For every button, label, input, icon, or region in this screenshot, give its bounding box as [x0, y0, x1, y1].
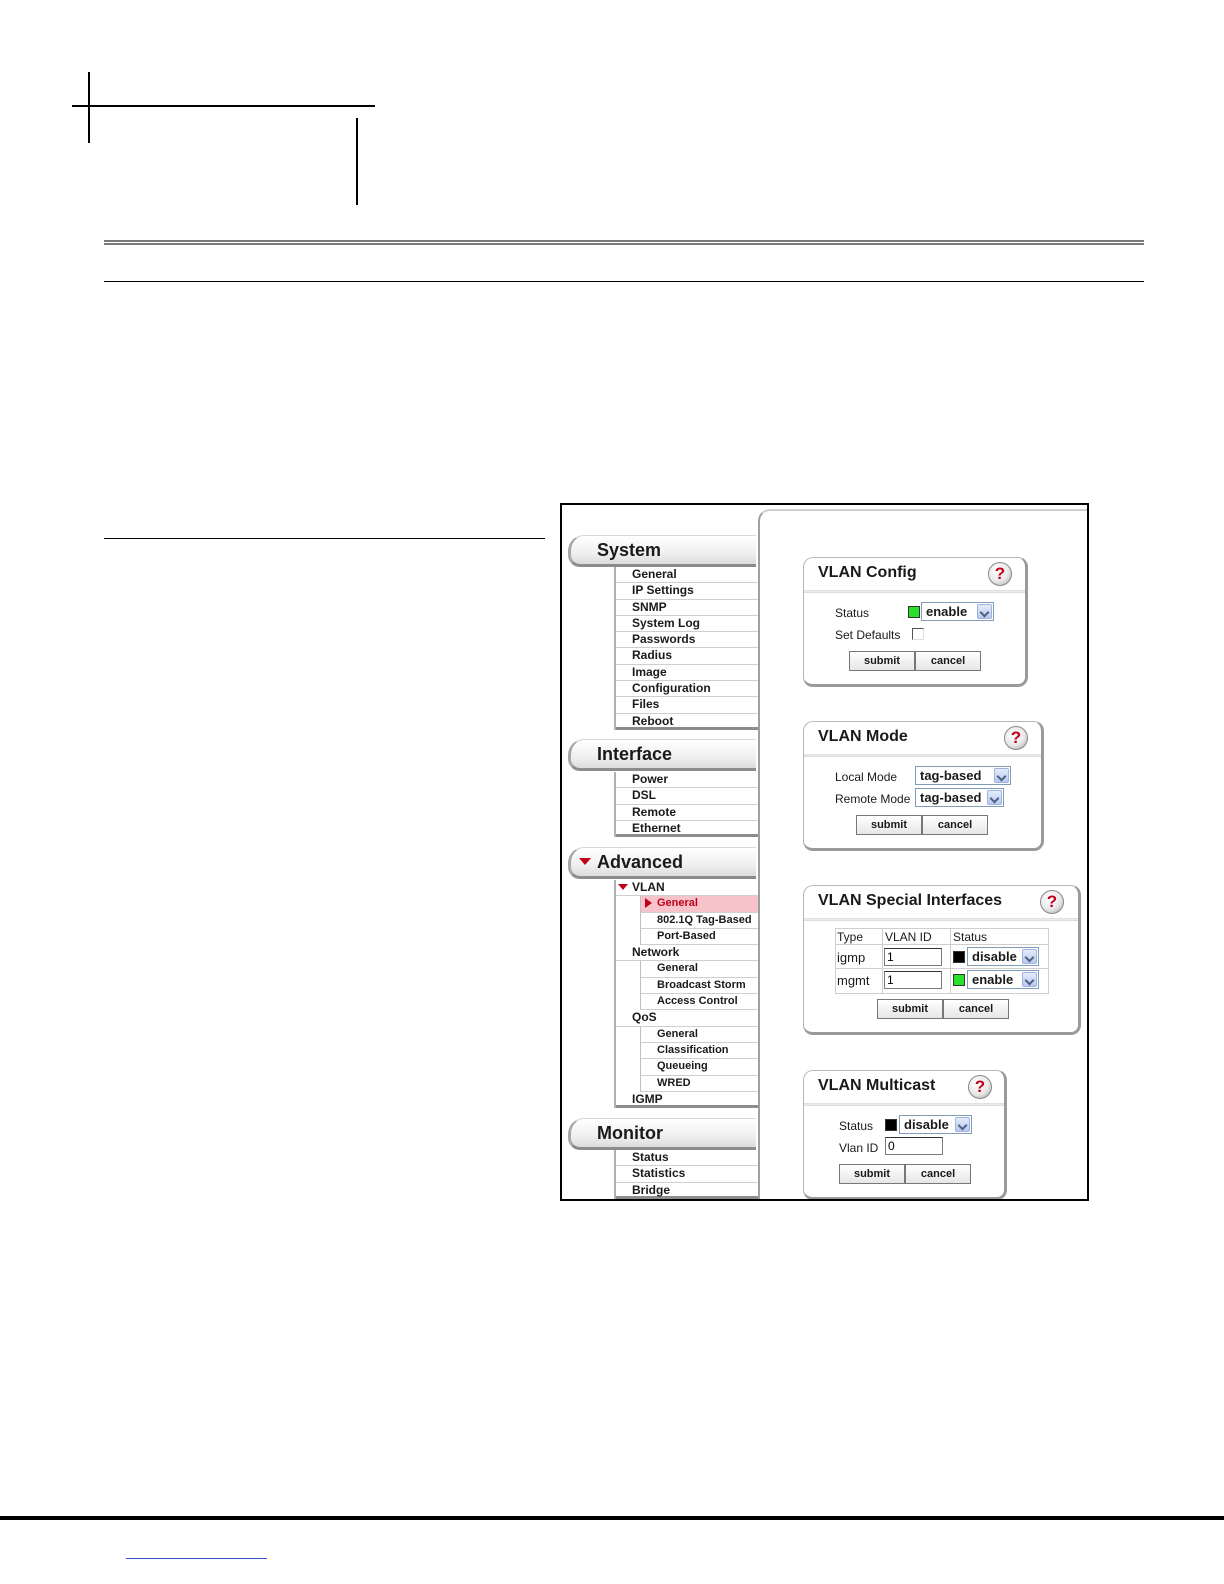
vlan-config-panel — [803, 557, 1028, 687]
nav-item-ethernet[interactable]: Ethernet — [616, 821, 758, 837]
nav-section-system[interactable]: System — [568, 535, 756, 567]
nav-item-queueing[interactable]: Queueing — [640, 1059, 758, 1075]
nav-item-general[interactable]: General — [616, 567, 758, 583]
vlan-mode-panel — [803, 721, 1044, 851]
cancel-button[interactable]: cancel — [905, 1164, 971, 1184]
vlan-id-label: Vlan ID — [839, 1141, 879, 1155]
nav-item-vlan-802-1q[interactable]: 802.1Q Tag-Based — [640, 913, 758, 929]
panel-divider — [804, 1103, 1004, 1106]
nav-item-network[interactable]: Network — [616, 945, 758, 961]
crop-mark-vertical — [88, 72, 90, 143]
panel-divider — [804, 590, 1025, 593]
nav-item-ip-settings[interactable]: IP Settings — [616, 583, 758, 599]
nav-item-configuration[interactable]: Configuration — [616, 681, 758, 697]
status-indicator — [885, 1119, 897, 1131]
mgmt-status-select[interactable] — [967, 970, 1039, 989]
footer-rule — [0, 1516, 1224, 1520]
status-label: Status — [835, 606, 870, 620]
status-select-value: enable — [926, 604, 968, 619]
nav-item-snmp[interactable]: SNMP — [616, 600, 758, 616]
nav-item-status[interactable]: Status — [616, 1150, 758, 1166]
chevron-down-icon — [987, 790, 1002, 805]
help-icon[interactable]: ? — [968, 1075, 992, 1099]
chevron-down-icon — [1022, 972, 1037, 987]
vlan-id-input[interactable]: 0 — [885, 1137, 943, 1155]
chevron-down-icon — [994, 768, 1009, 783]
header-double-rule — [104, 240, 1144, 245]
cancel-button[interactable]: cancel — [915, 651, 981, 671]
igmp-status-select[interactable] — [967, 947, 1039, 966]
nav-item-qos-general[interactable]: General — [640, 1027, 758, 1043]
nav-item-image[interactable]: Image — [616, 665, 758, 681]
column-header-type: Type — [837, 930, 864, 944]
nav-item-vlan-general-label: General — [657, 897, 698, 910]
cancel-button[interactable]: cancel — [922, 815, 988, 835]
mgmt-vlan-id-input[interactable]: 1 — [884, 971, 942, 989]
help-icon[interactable]: ? — [1004, 726, 1028, 750]
status-select[interactable] — [921, 602, 994, 621]
nav-item-files[interactable]: Files — [616, 697, 758, 713]
panel-divider — [804, 918, 1078, 921]
cancel-button[interactable]: cancel — [943, 999, 1009, 1019]
footer-link-underline — [126, 1558, 267, 1559]
nav-monitor-items — [614, 1150, 758, 1199]
nav-item-power[interactable]: Power — [616, 772, 758, 788]
nav-item-statistics[interactable]: Statistics — [616, 1166, 758, 1182]
igmp-vlan-id-input[interactable]: 1 — [884, 948, 942, 966]
status-indicator — [908, 606, 920, 618]
nav-item-dsl[interactable]: DSL — [616, 788, 758, 804]
status-select[interactable] — [899, 1115, 972, 1134]
chevron-down-icon — [955, 1117, 970, 1132]
panel-title: VLAN Multicast — [818, 1077, 936, 1094]
nav-item-classification[interactable]: Classification — [640, 1043, 758, 1059]
status-select-value: disable — [904, 1117, 949, 1132]
nav-item-remote[interactable]: Remote — [616, 805, 758, 821]
status-label: Status — [839, 1119, 874, 1133]
selected-arrow-icon — [645, 898, 652, 908]
nav-item-system-log[interactable]: System Log — [616, 616, 758, 632]
table-divider — [882, 928, 883, 994]
column-header-vlan-id: VLAN ID — [885, 930, 932, 944]
panel-title: VLAN Mode — [818, 728, 908, 745]
mgmt-status-value: enable — [972, 972, 1014, 987]
chevron-down-icon — [1022, 949, 1037, 964]
nav-item-bridge[interactable]: Bridge — [616, 1183, 758, 1199]
nav-advanced-items — [614, 880, 758, 1108]
nav-item-vlan-label: VLAN — [632, 880, 665, 894]
submit-button[interactable]: submit — [877, 999, 943, 1019]
submit-button[interactable]: submit — [856, 815, 922, 835]
row-type-igmp: igmp — [837, 950, 866, 965]
expanded-arrow-icon — [618, 884, 628, 890]
local-mode-select[interactable] — [915, 766, 1011, 785]
section-rule — [104, 538, 545, 539]
remote-mode-value: tag-based — [920, 790, 982, 805]
nav-item-igmp[interactable]: IGMP — [616, 1092, 758, 1108]
left-navigation — [562, 505, 760, 1199]
nav-item-vlan-general[interactable] — [640, 896, 758, 912]
help-icon[interactable]: ? — [1040, 890, 1064, 914]
chevron-down-icon — [977, 604, 992, 619]
nav-item-wred[interactable]: WRED — [640, 1076, 758, 1092]
mgmt-status-indicator — [953, 974, 965, 986]
screenshot-frame — [560, 503, 1089, 1201]
crop-mark-vertical-2 — [356, 118, 358, 205]
nav-item-vlan[interactable] — [616, 880, 758, 896]
igmp-status-value: disable — [972, 949, 1017, 964]
nav-item-vlan-port-based[interactable]: Port-Based — [640, 929, 758, 945]
set-defaults-label: Set Defaults — [835, 628, 901, 642]
local-mode-label: Local Mode — [835, 770, 898, 784]
crop-mark-horizontal — [72, 105, 375, 107]
row-type-mgmt: mgmt — [837, 973, 870, 988]
table-divider — [950, 928, 951, 994]
nav-item-radius[interactable]: Radius — [616, 648, 758, 664]
panel-title: VLAN Special Interfaces — [818, 892, 1003, 909]
local-mode-value: tag-based — [920, 768, 982, 783]
nav-item-passwords[interactable]: Passwords — [616, 632, 758, 648]
nav-section-interface[interactable]: Interface — [568, 739, 756, 771]
nav-section-advanced[interactable] — [568, 847, 756, 879]
remote-mode-select[interactable] — [915, 788, 1004, 807]
table-divider — [835, 968, 1049, 969]
set-defaults-checkbox[interactable] — [912, 628, 924, 640]
help-icon[interactable]: ? — [988, 562, 1012, 586]
vlan-multicast-panel — [803, 1070, 1007, 1200]
nav-item-network-general[interactable]: General — [640, 961, 758, 977]
remote-mode-label: Remote Mode — [835, 792, 911, 806]
vlan-special-interfaces-panel — [803, 885, 1081, 1035]
nav-item-qos[interactable]: QoS — [616, 1010, 758, 1026]
submit-button[interactable]: submit — [849, 651, 915, 671]
nav-item-broadcast-storm[interactable]: Broadcast Storm — [640, 978, 758, 994]
nav-section-monitor[interactable]: Monitor — [568, 1118, 756, 1150]
table-divider — [835, 944, 1049, 945]
submit-button[interactable]: submit — [839, 1164, 905, 1184]
expanded-arrow-icon — [579, 858, 591, 865]
nav-item-reboot[interactable]: Reboot — [616, 714, 758, 730]
header-thin-rule — [104, 281, 1144, 282]
igmp-status-indicator — [953, 951, 965, 963]
nav-item-access-control[interactable]: Access Control — [640, 994, 758, 1010]
column-header-status: Status — [953, 930, 988, 944]
nav-interface-items — [614, 772, 758, 837]
panel-title: VLAN Config — [818, 564, 917, 581]
nav-section-advanced-label: Advanced — [597, 852, 684, 872]
nav-system-items — [614, 567, 758, 730]
panel-divider — [804, 754, 1041, 757]
